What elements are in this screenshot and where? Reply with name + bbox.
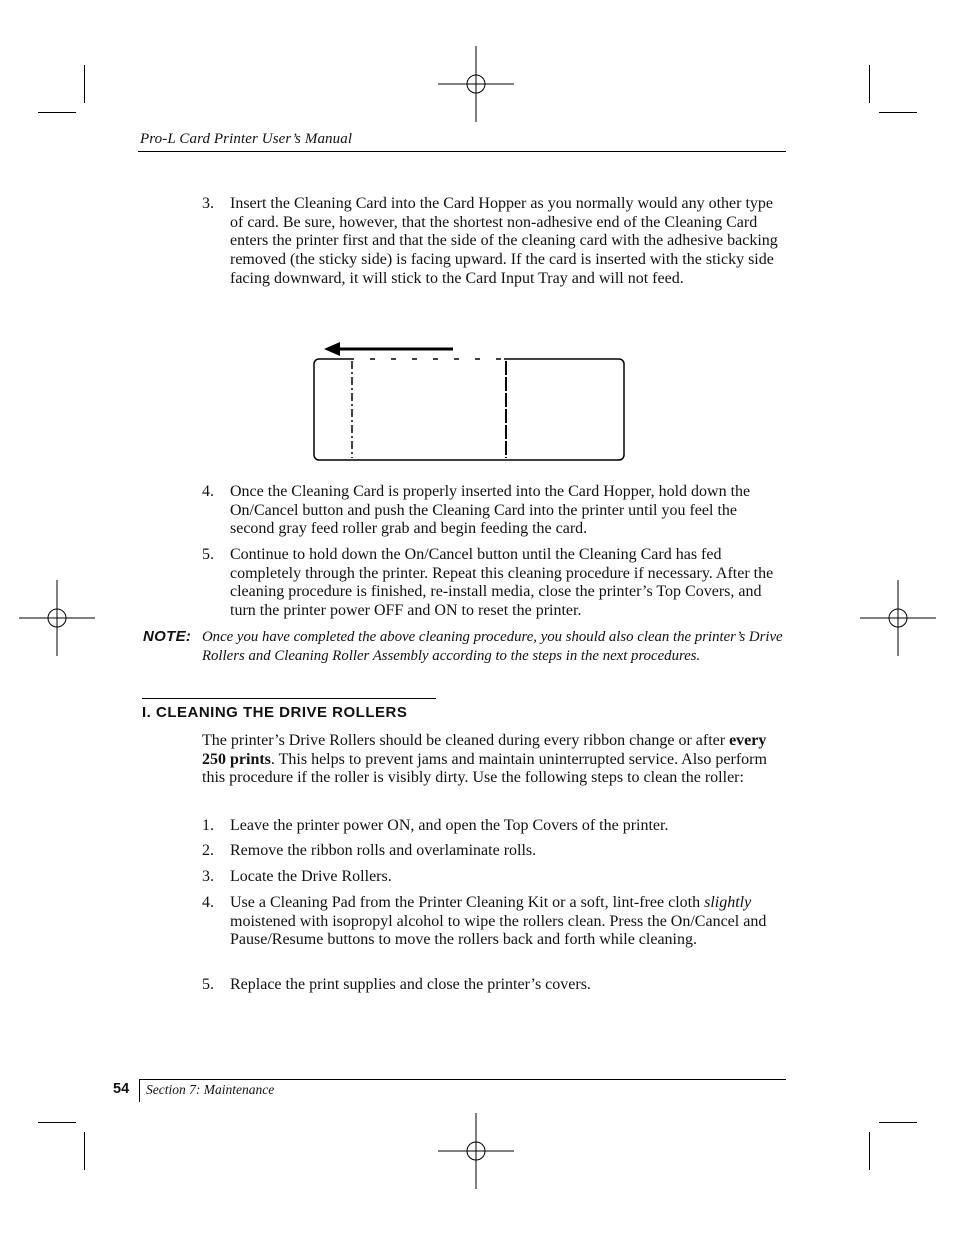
registration-mark-icon [438, 46, 514, 122]
list-item [202, 483, 782, 539]
footer-rule [139, 1079, 786, 1080]
crop-mark [869, 65, 870, 103]
list-item [202, 817, 782, 836]
list-item [202, 842, 782, 861]
section-heading: I. CLEANING THE DRIVE ROLLERS [142, 704, 408, 721]
step-number: 4. [202, 483, 214, 500]
cleaning-card-illustration [312, 338, 628, 464]
intro-text: The printer’s Drive Rollers should be cleaned during every ribbon change or after [202, 732, 730, 749]
step-text-italic: slightly [704, 894, 752, 911]
intro-bold-text: every 250 prints [202, 732, 767, 768]
step-text: Leave the printer power ON, and open the Top Covers of the printer. [230, 817, 669, 834]
step-text-part: moistened with isopropyl alcohol to wipe the rollers clean. Press the On/Cancel and Pause/Resume buttons to move the rollers back and forth while cleaning. [230, 912, 767, 949]
step-text: Locate the Drive Rollers. [230, 868, 392, 885]
step-text: Insert the Cleaning Card into the Card Hopper as you normally would any other type of card. Be sure, however, that the shortest non-adhesive end of the Cleaning Card enters the printer first and that the side of the cleaning card with the adhesive backing removed (the sticky side) is facing upward. If the card is inserted with the sticky side facing downward, it will stick to the Card Input Tray and will not feed. [230, 195, 778, 287]
crop-mark [879, 1122, 917, 1123]
footer-divider [139, 1079, 140, 1102]
step-text: Replace the print supplies and close the printer’s covers. [230, 976, 591, 993]
step-number: 5. [202, 976, 214, 993]
registration-mark-icon [19, 580, 95, 656]
section-rule [142, 698, 436, 699]
step-text [230, 894, 782, 950]
list-item [202, 546, 782, 621]
header-rule [138, 151, 786, 152]
intro-text: . This helps to prevent jams and maintain uninterrupted service. Also perform this procedure if the roller is visibly dirty. Use the following steps to clean the roller: [202, 750, 767, 787]
page-number: 54 [113, 1081, 130, 1097]
crop-mark [84, 65, 85, 103]
step-number: 5. [202, 546, 214, 563]
registration-mark-icon [438, 1113, 514, 1189]
note-text: Once you have completed the above cleaning procedure, you should also clean the printer’s Drive Rollers and Cleaning Roller Assembly according to the steps in the next procedures. [202, 629, 783, 664]
step-number: 2. [202, 842, 214, 859]
note-label: NOTE: [143, 628, 192, 645]
step-number: 3. [202, 195, 214, 212]
list-item [202, 868, 782, 887]
step-number: 3. [202, 868, 214, 885]
running-header: Pro-L Card Printer User’s Manual [140, 131, 353, 147]
section-intro [202, 732, 782, 788]
step-text: Once the Cleaning Card is properly inserted into the Card Hopper, hold down the On/Cancel button and push the Cleaning Card into the printer until you feel the second gray feed roller grab and begin feeding the card. [230, 483, 751, 538]
list-item [202, 894, 782, 950]
step-number: 4. [202, 894, 214, 911]
step-text: Remove the ribbon rolls and overlaminate rolls. [230, 842, 537, 859]
crop-mark [38, 112, 76, 113]
step-number: 1. [202, 817, 214, 834]
crop-mark [84, 1132, 85, 1170]
list-item [202, 976, 782, 995]
step-text-part: Use a Cleaning Pad from the Printer Cleaning Kit or a soft, lint-free cloth [230, 894, 705, 911]
list-item [202, 195, 782, 289]
crop-mark [869, 1132, 870, 1170]
step-text: Continue to hold down the On/Cancel button until the Cleaning Card has fed completely through the printer. Repeat this cleaning procedure if necessary. After the cleaning procedure is finished, re-install media, close the printer’s Top Covers, and turn the printer power OFF and ON to reset the printer. [230, 546, 774, 620]
crop-mark [879, 112, 917, 113]
registration-mark-icon [860, 580, 936, 656]
crop-mark [38, 1122, 76, 1123]
footer-section: Section 7: Maintenance [146, 1082, 275, 1097]
